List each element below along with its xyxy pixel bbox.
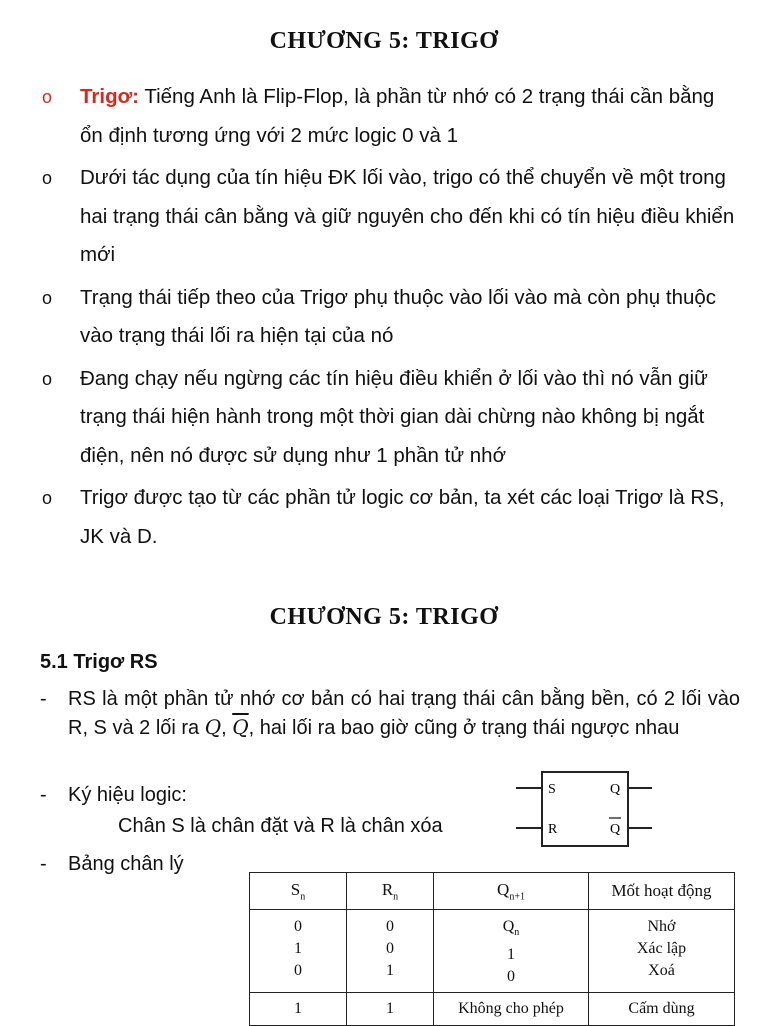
bullet-marker: o [42, 287, 53, 308]
table-row [250, 910, 735, 993]
truth-table [249, 872, 735, 1026]
page-title: CHƯƠNG 5: TRIGƠ [269, 28, 499, 54]
bullet-marker: o [42, 368, 53, 389]
cell-s: 0 1 0 [250, 910, 347, 993]
cell-q: $Q_n$ 1 0 [434, 910, 589, 993]
col-header-mode: Mốt hoạt động [589, 873, 735, 910]
cell-mode: Cấm dùng [589, 993, 735, 1026]
cell-s: 1 [250, 993, 347, 1026]
dash-text: Bảng chân lý [68, 853, 184, 875]
bullet-item [0, 159, 768, 275]
col-header-s: $S_n$ [250, 873, 347, 910]
bullet-text: Trigơ được tạo từ các phần tử logic cơ bản, ta xét các loại Trigơ là RS, JK và D. [80, 486, 725, 548]
bullet-text: Dưới tác dụng của tín hiệu ĐK lối vào, trigo có thể chuyển về một trong hai trạng thái cân bằng và giữ nguyên cho đến khi có tín hiệu điều khiển mới [80, 166, 735, 266]
output-q-label: Q [610, 782, 621, 797]
term-highlight: Trigơ: [80, 85, 139, 108]
bullet-marker: o [42, 488, 53, 508]
cell-mode: Nhớ Xác lập Xoá [589, 910, 735, 993]
bullet-item [0, 479, 768, 556]
bullet-item [0, 360, 768, 476]
input-s-label: S [548, 782, 556, 797]
rs-flipflop-symbol [514, 768, 654, 852]
bullet-text: Đang chạy nếu ngừng các tín hiệu điều khiển ở lối vào thì nó vẫn giữ trạng thái hiện hành trong một thời gian dài chừng nào không bị ngắt điện, nên nó được sử dụng như 1 phần tử nhớ [80, 366, 708, 467]
symbol-description: Chân S là chân đặt và R là chân xóa [118, 815, 443, 837]
dash-text: Ký hiệu logic: [68, 784, 187, 806]
output-qbar-label: Q [610, 822, 621, 837]
bullet-list [0, 78, 768, 560]
dash-item: - RS là một phần tử nhớ cơ bản có hai trạng thái cân bằng bền, có 2 lối vào R, S và 2 lối ra Q, $\overline{Q}$, hai lối ra bao giờ cũng ở trạng thái ngược nhau [40, 688, 740, 739]
table-row [250, 993, 735, 1026]
dash-text: RS là một phần tử nhớ cơ bản có hai trạng thái cân bằng bền, có 2 lối vào R, S và 2 lối ra [68, 688, 740, 739]
bullet-item [0, 78, 768, 155]
bullet-item [0, 279, 768, 356]
subsection-heading: 5.1 Trigơ RS [40, 651, 158, 673]
col-header-r: $R_n$ [347, 873, 434, 910]
cell-r: 1 [347, 993, 434, 1026]
bullet-marker: o [42, 87, 53, 107]
input-r-label: R [548, 822, 558, 837]
bullet-text: Tiếng Anh là Flip-Flop, là phần từ nhớ có 2 trạng thái cần bằng ổn định tương ứng với 2 mức logic 0 và 1 [80, 85, 715, 147]
col-header-q: $Q_{n+1}$ [434, 873, 589, 910]
dash-item: - Ký hiệu logic: [40, 781, 740, 809]
dash-item: - Bảng chân lý [40, 850, 740, 878]
bullet-marker: o [42, 168, 53, 188]
bullet-text: Trạng thái tiếp theo của Trigơ phụ thuộc vào lối vào mà còn phụ thuộc vào trạng thái lối ra hiện tại của nó [80, 285, 717, 347]
cell-q: Không cho phép [434, 993, 589, 1026]
dash-text-cont: , hai lối ra bao giờ cũng ở trạng thái ngược nhau [248, 717, 680, 739]
q-bar-symbol: $\overline{Q}$ [232, 715, 249, 739]
section-title: CHƯƠNG 5: TRIGƠ [269, 604, 499, 630]
q-symbol: Q [204, 715, 222, 739]
cell-r: 0 0 1 [347, 910, 434, 993]
table-header-row [250, 873, 735, 910]
